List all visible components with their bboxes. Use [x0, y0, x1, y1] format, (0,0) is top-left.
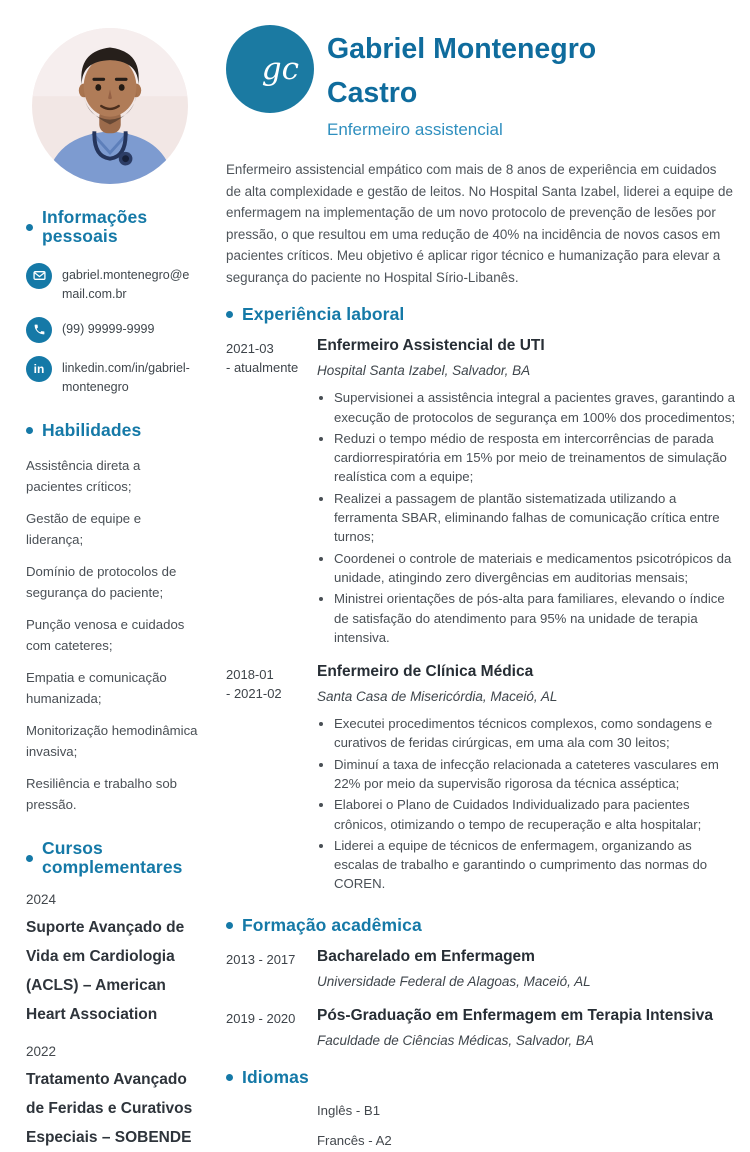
courses-list: [26, 892, 196, 1152]
section-heading-education: [226, 916, 735, 935]
course-year: 2024: [26, 892, 57, 908]
job-company: Hospital Santa Izabel, Salvador, BA: [317, 363, 531, 379]
course-name: Tratamento Avançado de Feridas e Curativos Especiais – SOBENDE: [26, 1071, 193, 1147]
achievement-item: • Coordenei o controle de materiais e medicamentos psicotrópicos da unidade, atingindo zero divergências em auditorias mensais;: [334, 549, 735, 588]
bullet-dot-icon: [226, 1074, 233, 1081]
contact-phone: [26, 317, 196, 343]
skill-item: Punção venosa e cuidados com cateteres;: [26, 616, 185, 653]
entry-body: [317, 337, 735, 649]
section-heading-personal-info: [26, 208, 196, 247]
entry-dates: 2019 - 2020: [226, 1011, 296, 1027]
language-item: Francês - A2: [317, 1133, 392, 1149]
section-title: Cursos complementares: [42, 837, 183, 877]
achievement-item: • Supervisionei a assistência integral a pacientes graves, garantindo a execução de protocolos de segurança em 100% dos procedimentos;: [334, 388, 735, 427]
section-heading-languages: [226, 1068, 735, 1087]
contact-linkedin: [26, 356, 196, 397]
name-block: [327, 25, 657, 140]
job-title: Enfermeiro Assistencial de UTI: [317, 337, 545, 355]
school-name: Faculdade de Ciências Médicas, Salvador, BA: [317, 1033, 594, 1049]
entry-dates: [226, 663, 317, 896]
section-title: Informações pessoais: [42, 207, 148, 247]
linkedin-icon: in: [26, 356, 52, 382]
monogram-badge: gc: [226, 25, 314, 113]
email-value: gabriel.montenegro@email.com.br: [62, 267, 190, 301]
achievement-item: • Diminuí a taxa de infecção relacionada a cateteres vasculares em 22% por meio da supervisão rigorosa da técnica asséptica;: [334, 755, 735, 794]
job-company: Santa Casa de Misericórdia, Maceió, AL: [317, 689, 558, 705]
linkedin-value: linkedin.com/in/gabriel-montenegro: [62, 360, 190, 394]
skills-list: [26, 455, 196, 815]
section-title: Formação acadêmica: [242, 914, 422, 935]
phone-value: (99) 99999-9999: [62, 321, 155, 336]
profile-photo-illustration: [32, 28, 188, 184]
skill-item: Resiliência e trabalho sob pressão.: [26, 775, 178, 812]
profile-photo: [32, 28, 188, 184]
achievement-item: • Ministrei orientações de pós-alta para familiares, elevando o índice de satisfação do atendimento para 95% na unidade de terapia intensiva.: [334, 589, 735, 647]
date-from: 2018-01: [226, 667, 274, 683]
entry-body: [317, 948, 735, 989]
contact-email: [26, 263, 196, 304]
person-name: Gabriel Montenegro Castro: [327, 33, 597, 109]
bullet-dot-icon: [26, 427, 33, 434]
achievement-item: • Liderei a equipe de técnicos de enfermagem, organizando as escalas de trabalho e garantindo o cumprimento das normas do COREN.: [334, 836, 735, 894]
profile-summary: Enfermeiro assistencial empático com mais de 8 anos de experiência em cuidados de alta complexidade e gestão de leitos. No Hospital Santa Izabel, liderei a equipe de enfermagem na implementação de um novo protocolo de prevenção de lesões por pressão, o que resultou em uma redução de 40% na incidência de novos casos em pacientes críticos. Meu objetivo é aplicar rigor técnico e humanização para elevar a segurança do paciente no Hospital Sírio-Libanês.: [226, 162, 733, 285]
skill-item: Gestão de equipe e liderança;: [26, 510, 142, 547]
entry-dates: 2013 - 2017: [226, 952, 296, 968]
bullet-dot-icon: [26, 224, 33, 231]
section-heading-courses: [26, 839, 196, 878]
main-column: [196, 0, 750, 1149]
language-item: Inglês - B1: [317, 1103, 381, 1119]
achievement-item: • Elaborei o Plano de Cuidados Individualizado para pacientes crônicos, otimizando o tempo de recuperação e alta hospitalar;: [334, 795, 735, 834]
section-title: Habilidades: [42, 419, 142, 440]
education-entry: [226, 948, 735, 989]
section-heading-skills: [26, 421, 196, 440]
education-entry: [226, 1007, 735, 1048]
bullet-dot-icon: [226, 311, 233, 318]
achievement-item: • Reduzi o tempo médio de resposta em intercorrências de parada cardiorrespiratória em 15% por meio de treinamentos de simulação realística com a equipe;: [334, 429, 735, 487]
email-icon: [26, 263, 52, 289]
contact-list: [26, 263, 196, 397]
job-achievements: [317, 388, 735, 647]
entry-body: [317, 663, 735, 896]
date-to: - 2021-02: [226, 686, 282, 702]
entry-body: [317, 1007, 735, 1048]
date-from: 2021-03: [226, 341, 274, 357]
experience-entry: [226, 663, 735, 896]
course-name: Suporte Avançado de Vida em Cardiologia (ACLS) – American Heart Association: [26, 919, 185, 1024]
job-title: Enfermeiro de Clínica Médica: [317, 663, 534, 681]
course-year: 2022: [26, 1044, 57, 1060]
skill-item: Empatia e comunicação humanizada;: [26, 669, 167, 706]
experience-entry: [226, 337, 735, 649]
languages-list: [317, 1103, 735, 1148]
school-name: Universidade Federal de Alagoas, Maceió, AL: [317, 974, 591, 990]
skill-item: Domínio de protocolos de segurança do paciente;: [26, 563, 177, 600]
degree-title: Pós-Graduação em Enfermagem em Terapia Intensiva: [317, 1007, 713, 1025]
section-heading-experience: [226, 305, 735, 324]
skill-item: Monitorização hemodinâmica invasiva;: [26, 722, 198, 759]
job-achievements: [317, 714, 735, 894]
bullet-dot-icon: [226, 922, 233, 929]
bullet-dot-icon: [26, 855, 33, 862]
phone-icon: [26, 317, 52, 343]
person-job-title: Enfermeiro assistencial: [327, 120, 503, 139]
entry-dates: [226, 337, 317, 649]
degree-title: Bacharelado em Enfermagem: [317, 948, 535, 966]
achievement-item: • Realizei a passagem de plantão sistematizada utilizando a ferramenta SBAR, eliminando falhas de comunicação crítica entre turnos;: [334, 489, 735, 547]
section-title: Experiência laboral: [242, 304, 405, 324]
section-title: Idiomas: [242, 1067, 309, 1088]
achievement-item: • Executei procedimentos técnicos complexos, como sondagens e curativos de feridas cirúrgicas, em uma ala com 30 leitos;: [334, 714, 735, 753]
date-to: - atualmente: [226, 360, 299, 376]
sidebar: [0, 0, 198, 1147]
skill-item: Assistência direta a pacientes críticos;: [26, 457, 141, 494]
cv-header: [226, 25, 735, 140]
